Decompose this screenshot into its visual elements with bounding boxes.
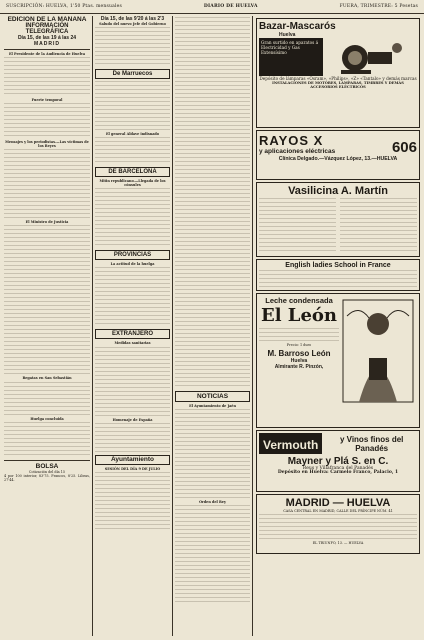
ad-body [259, 514, 417, 540]
bazar-title: Bazar-Mascarós [259, 21, 336, 32]
edition-heading: EDICIÓN DE LA MAÑANA [7, 16, 87, 23]
bolsa-heading: BOLSA [35, 462, 59, 470]
article-body [4, 149, 90, 219]
subhead-audiencia: El Presidente de la Audiencia de Huelva [8, 52, 86, 56]
section-marruecos: De Marruecos [95, 69, 170, 79]
divider [4, 49, 90, 50]
rayos-606: 606 [391, 139, 417, 156]
subhead-aldave: El general Aldave indisnado [105, 132, 160, 137]
rayos-sub: y aplicaciones eléctricas [259, 148, 336, 155]
ad-body [259, 198, 336, 253]
leche-brand: El León [260, 305, 338, 326]
ad-madrid [256, 494, 420, 554]
article-body [95, 472, 170, 532]
rayos-clinic: Clínica Delgado.—Vázquez López, 13.—HUELVA [278, 156, 398, 162]
article-body [175, 409, 250, 499]
section-barcelona: DE BARCELONA [95, 167, 170, 177]
ad-rayos [256, 130, 420, 180]
column-3 [172, 16, 250, 636]
lamp-illustration [327, 38, 407, 76]
ad-body [340, 198, 417, 253]
section-extranjero: EXTRANJERO [95, 329, 170, 339]
article-body [95, 81, 170, 131]
woman-illustration [339, 296, 417, 406]
telegraph-heading: INFORMACIÓN TELEGRÁFICA [25, 23, 69, 35]
bolsa-sub: Cotización del día 15 [28, 469, 66, 474]
leche-dealer: M. Barroso León [267, 349, 331, 359]
bazar-install: INSTALACIONES DE MOTORES, LÁMPARAS, TIMBRES Y DEMÁS ACCESORIOS ELÉCTRICOS [272, 81, 404, 90]
leche-addr: Almirante R. Pinzón, [274, 364, 324, 371]
ad-bazar [256, 18, 420, 128]
subhead-medidas: Medidas sanitarias [114, 341, 151, 346]
madrid-title: MADRID — HUELVA [285, 497, 391, 509]
article-body [95, 347, 170, 417]
article-body [95, 423, 170, 453]
article-body [4, 422, 90, 458]
bazar-depot: Depósito de lámparas «Osram», «Philips», «Z» «Tantalo» y demás marcas [259, 76, 417, 81]
ad-vasilicina [256, 182, 420, 257]
vas-title: Vasilicina A. Martín [288, 185, 388, 197]
subhead-saludo: Saludo del nuevo Jefe del Gobierno [99, 22, 166, 26]
column-1 [4, 16, 90, 636]
rayos-title: RAYOS X [259, 133, 324, 148]
vermouth-depot: Depósito en Huelva: Carmelo Franco, Palacio, 1 [277, 470, 399, 476]
school-title: English ladies School in France [285, 262, 391, 269]
subhead-regatas: Regatas en San Sebastián [22, 376, 72, 381]
subhead-huelga: Huelga concluida [30, 416, 64, 421]
article-body [95, 188, 170, 248]
section-noticias: NOTICIAS [175, 391, 250, 402]
electric-motor-icon [327, 38, 407, 76]
subhead-temporal: Fuerte temporal [31, 98, 63, 103]
ad-body [259, 270, 417, 290]
leche-title: Leche condensada [265, 296, 333, 305]
section-provincias: PROVINCIAS [95, 250, 170, 260]
article-body [95, 27, 170, 67]
ad-body [259, 328, 339, 342]
masthead-center: DIARIO DE HUELVA [203, 4, 258, 9]
bazar-text-box: Gran surtido en aparatos á Electricidad y Gas Extensísimo [259, 38, 323, 76]
subhead-sesion: SESIÓN DEL DÍA 9 DE JULIO [104, 466, 161, 471]
vermouth-title-box: Vermouth [259, 433, 322, 454]
divider [4, 460, 90, 461]
ads-column [252, 16, 420, 636]
article-body [4, 225, 90, 375]
woman-with-can-icon [339, 296, 417, 406]
article-body [95, 267, 170, 327]
vermouth-brand: Mayner y Plá S. en C. [287, 456, 389, 467]
subhead-mitin: Mitin republicano.—Llegada de los cónsules [99, 179, 166, 188]
subhead-ministro: El Ministro de Justicia [25, 220, 69, 225]
article-body [4, 382, 90, 416]
ad-school [256, 259, 420, 291]
subhead-mensajes: Mensajes y los periodistas.—Las víctimas de los Reyes [5, 140, 89, 149]
subhead-actitud: La actitud de la huelga [110, 262, 155, 267]
masthead [0, 0, 424, 14]
column-2 [92, 16, 170, 636]
ad-vermouth [256, 430, 420, 492]
bolsa-line: 4 por 100 interior, 83'75. Francos, 8'25. Libras, 27'44. [4, 473, 90, 482]
article-body [175, 17, 250, 389]
city-heading: MADRID [34, 41, 60, 47]
time-heading: Día 15, de las 19 á las 24 [17, 35, 77, 41]
vermouth-sub: y Vinos finos del Panadés [339, 434, 404, 453]
leche-city: Huelva [290, 358, 308, 365]
time-heading-2: Día 15, de las 9'20 á las 2'3 [100, 16, 165, 22]
subhead-homenaje: Homenaje de España [112, 417, 153, 422]
ad-leche [256, 293, 420, 428]
section-ayuntamiento: Ayuntamiento [95, 455, 170, 465]
subhead-orden: Orden del Rey [199, 500, 226, 505]
masthead-left: SUSCRIPCIÓN: HUELVA, 1'50 Ptas. mensuales [6, 4, 123, 9]
masthead-right: FUERA, TRIMESTRE: 5 Pesetas [339, 4, 418, 9]
leche-prices: Precio: 1 duro [286, 343, 312, 347]
article-body [4, 57, 90, 97]
bazar-city: Huelva [279, 32, 296, 38]
article-body [4, 103, 90, 139]
article-body [175, 505, 250, 605]
madrid-footer: EL TRIUNFO, 13. — HUELVA [312, 541, 364, 546]
madrid-sub: CASA CENTRAL EN MADRID, CALLE DEL PRÍNCIPE NÚM. 41 [283, 509, 393, 513]
article-body [95, 137, 170, 165]
subhead-jaen: El Ayuntamiento de Jaén [189, 404, 236, 408]
vermouth-place: Reus y Villafranca del Panadés [302, 466, 374, 471]
